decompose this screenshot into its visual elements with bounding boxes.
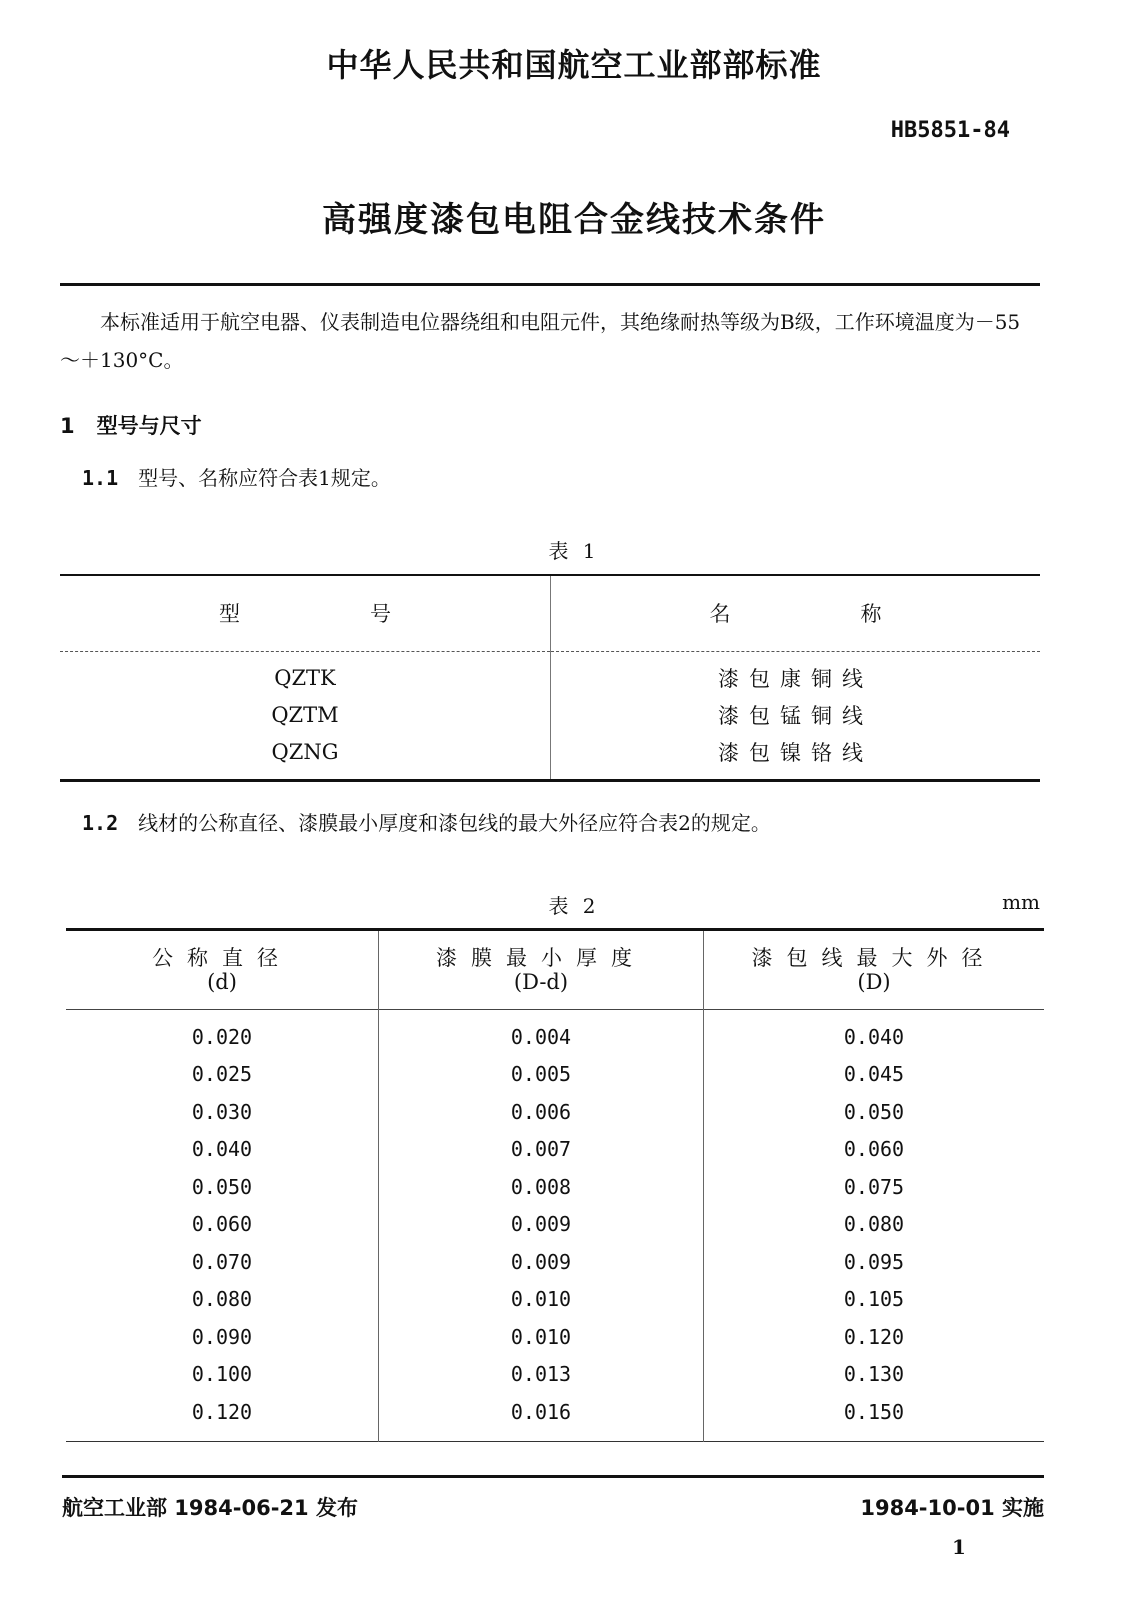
nominal-diameter-cell: 0.030 (66, 1093, 379, 1131)
table-1 (60, 574, 1040, 782)
min-film-thickness-cell: 0.016 (379, 1393, 704, 1441)
table-row (60, 651, 1040, 697)
max-outer-diameter-cell: 0.095 (843, 1249, 905, 1274)
table-row (66, 1010, 1044, 1056)
table-row (66, 1168, 1044, 1206)
max-outer-diameter-cell: 0.050 (843, 1099, 905, 1124)
min-film-thickness-cell: 0.010 (379, 1318, 704, 1356)
table-row (60, 734, 1040, 781)
max-outer-diameter-cell: 0.080 (843, 1212, 905, 1237)
model-cell: QZTM (60, 697, 551, 734)
min-film-thickness-cell: 0.007 (379, 1131, 704, 1169)
section-title: 型号与尺寸 (96, 414, 202, 438)
name-cell: 漆包锰铜线 (718, 704, 873, 728)
footer-divider (62, 1475, 1044, 1478)
model-cell: QZTK (60, 651, 551, 697)
model-cell: QZNG (60, 734, 551, 781)
table-row (66, 1056, 1044, 1094)
document-title: 高强度漆包电阻合金线技术条件 (322, 200, 826, 240)
min-film-thickness-cell: 0.005 (379, 1056, 704, 1094)
min-film-thickness-cell: 0.009 (379, 1206, 704, 1244)
column-header-name: 名称 (709, 602, 1012, 627)
clause-1-2 (82, 807, 771, 836)
table-row (66, 1243, 1044, 1281)
nominal-diameter-cell: 0.050 (66, 1168, 379, 1206)
clause-text: 型号、名称应符合表1规定。 (138, 466, 391, 490)
nominal-diameter-cell: 0.080 (66, 1281, 379, 1319)
nominal-diameter-cell: 0.120 (66, 1393, 379, 1441)
nominal-diameter-cell: 0.070 (66, 1243, 379, 1281)
page-number: 1 (952, 1535, 966, 1559)
table-row (66, 1281, 1044, 1319)
table-row (66, 1206, 1044, 1244)
effective-date: 1984-10-01 实施 (860, 1496, 1044, 1520)
min-film-thickness-cell: 0.010 (379, 1281, 704, 1319)
max-outer-diameter-cell: 0.105 (843, 1287, 905, 1312)
clause-number: 1.2 (82, 811, 119, 835)
nominal-diameter-cell: 0.090 (66, 1318, 379, 1356)
table-row (66, 1131, 1044, 1169)
min-film-thickness-cell: 0.013 (379, 1356, 704, 1394)
table-2-caption: 表 2 (548, 894, 600, 918)
min-film-thickness-cell: 0.004 (379, 1010, 704, 1056)
name-cell: 漆包康铜线 (718, 667, 873, 691)
clause-1-1 (82, 462, 391, 491)
max-outer-diameter-cell: 0.045 (843, 1062, 905, 1087)
section-1-heading (60, 410, 202, 440)
min-film-thickness-cell: 0.009 (379, 1243, 704, 1281)
title-divider (60, 283, 1040, 286)
issue-date: 航空工业部 1984-06-21 发布 (62, 1496, 358, 1520)
max-outer-diameter-cell: 0.150 (843, 1399, 905, 1424)
min-film-thickness-cell: 0.008 (379, 1168, 704, 1206)
nominal-diameter-cell: 0.025 (66, 1056, 379, 1094)
name-cell: 漆包镍铬线 (718, 741, 873, 765)
table-row (66, 1318, 1044, 1356)
section-number: 1 (60, 414, 75, 438)
table-2-unit: mm (1002, 890, 1040, 914)
table-row (60, 697, 1040, 734)
table-2 (66, 928, 1044, 1442)
column-header-max-outer-diameter: 漆包线最大外径 (D) (751, 946, 997, 994)
table-1-caption: 表 1 (548, 539, 600, 563)
max-outer-diameter-cell: 0.075 (843, 1174, 905, 1199)
column-header-min-film-thickness: 漆膜最小厚度 (D-d) (379, 930, 704, 1010)
column-header-nominal-diameter: 公称直径 (d) (66, 930, 379, 1010)
table-row (66, 1093, 1044, 1131)
nominal-diameter-cell: 0.100 (66, 1356, 379, 1394)
column-header-model: 型号 (60, 575, 551, 651)
clause-text: 线材的公称直径、漆膜最小厚度和漆包线的最大外径应符合表2的规定。 (138, 811, 771, 835)
standard-code: HB5851-84 (890, 118, 1010, 143)
issuing-organization: 中华人民共和国航空工业部部标准 (326, 46, 822, 84)
max-outer-diameter-cell: 0.130 (843, 1362, 905, 1387)
nominal-diameter-cell: 0.060 (66, 1206, 379, 1244)
table-row (66, 1356, 1044, 1394)
max-outer-diameter-cell: 0.060 (843, 1137, 905, 1162)
scope-paragraph: 本标准适用于航空电器、仪表制造电位器绕组和电阻元件，其绝缘耐热等级为B级，工作环境温度为－55～＋130°C。 (60, 310, 1021, 372)
table-row (66, 1393, 1044, 1441)
min-film-thickness-cell: 0.006 (379, 1093, 704, 1131)
nominal-diameter-cell: 0.020 (66, 1010, 379, 1056)
max-outer-diameter-cell: 0.040 (843, 1024, 905, 1049)
clause-number: 1.1 (82, 466, 119, 490)
nominal-diameter-cell: 0.040 (66, 1131, 379, 1169)
max-outer-diameter-cell: 0.120 (843, 1324, 905, 1349)
